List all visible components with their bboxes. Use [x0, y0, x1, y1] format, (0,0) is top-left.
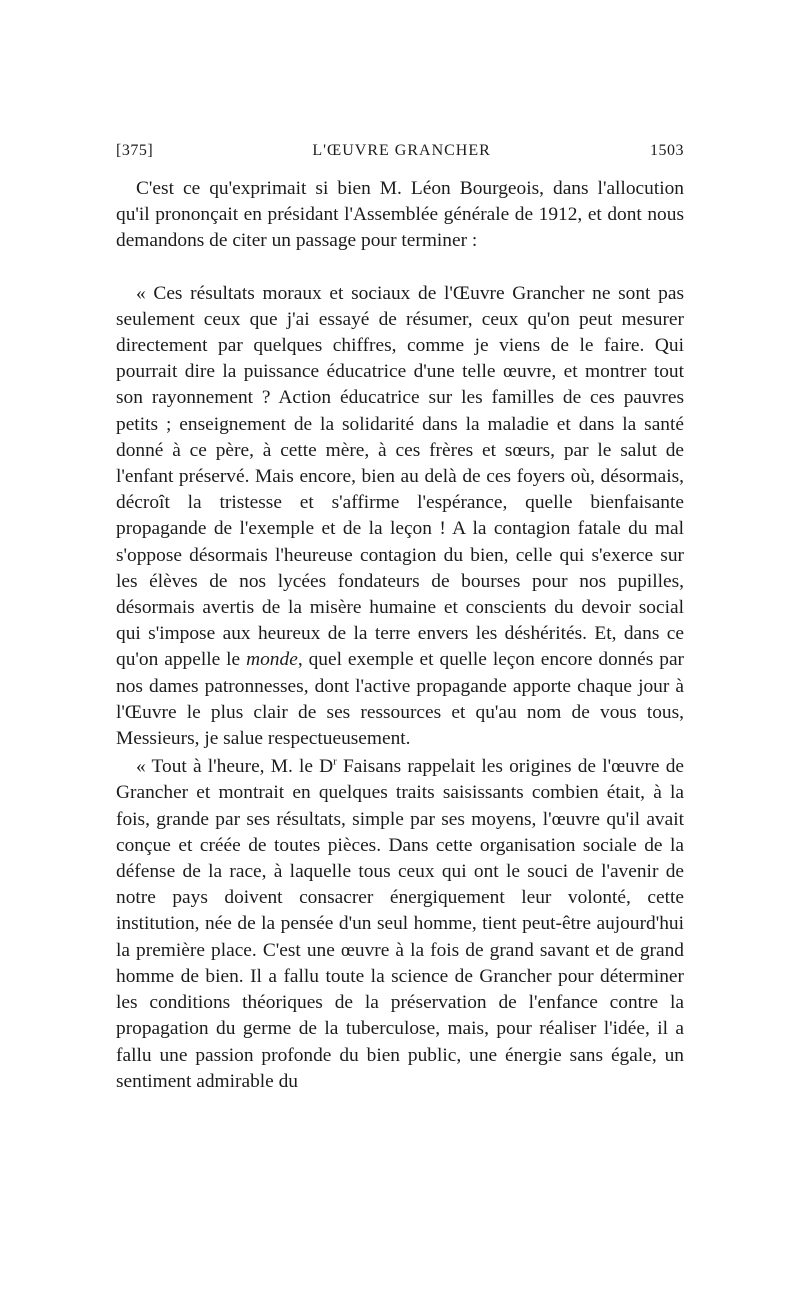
quote-1-text: « Ces résultats moraux et sociaux de l'Œuvre Grancher ne sont pas seulement ceux que j'ai essayé de résumer, ceux qu'on peut mesurer directement par quelques chiffres, comme je viens de le faire. Qui pourrait dire la puissance éducatrice d'une telle œuvre, et montrer tout son rayonnement ? Action éducatrice sur les familles de ces pauvres petits ; enseignement de la solidarité dans la maladie et dans la santé donné à ce père, à cette mère, à ces frères et sœurs, par le salut de l'enfant préservé. Mais encore, bien au delà de ces foyers où, désormais, décroît la tristesse et s'affirme l'espérance, quelle bienfaisante propagande de l'exemple et de la leçon ! A la contagion fatale du mal s'oppose désormais l'heureuse contagion du bien, celle qui s'exerce sur les élèves de nos lycées fondateurs de bourses pour nos pupilles, désormais avertis de la misère humaine et conscients du devoir social qui s'impose aux heureux de la terre envers les déshérités. Et, dans ce qu'on appelle le [116, 282, 684, 671]
running-header [116, 142, 684, 166]
quote-1-italic-word: monde [246, 649, 298, 671]
paragraph-quote-1 [116, 281, 684, 753]
doctor-abbrev-superscript: r [333, 755, 337, 768]
paragraph-quote-2 [116, 754, 684, 1095]
paragraph-intro: C'est ce qu'exprimait si bien M. Léon Bourgeois, dans l'allocution qu'il prononçait en présidant l'Assemblée générale de 1912, et dont nous demandons de citer un passage pour terminer : [116, 178, 684, 252]
body-text [116, 176, 684, 1095]
quote-1-text-end: , quel exemple et quelle leçon encore donnés par nos dames patronnesses, dont l'active propagande apporte chaque jour à l'Œuvre le plus clair de ses ressources et qu'au nom de vous tous, Messieurs, je salue respectueusement. [116, 649, 685, 750]
running-title: L'ŒUVRE GRANCHER [312, 142, 491, 159]
bracket-page-number: [375] [116, 142, 154, 159]
quote-2-start: « Tout à l'heure, M. le D [136, 756, 334, 778]
page-number: 1503 [649, 142, 684, 159]
quote-2-text: Faisans rappelait les origines de l'œuvre de Grancher et montrait en quelques traits saisissants combien était, à la fois, grande par ses résultats, simple par ses moyens, l'œuvre qu'il avait conçue et créée de toutes pièces. Dans cette organisation sociale de la défense de la race, à laquelle tous ceux qui ont le souci de l'avenir de notre pays doivent consacrer énergiquement leur volonté, cette institution, née de la pensée d'un seul homme, tient peut-être aujourd'hui la première place. C'est une œuvre à la fois de grand savant et de grand homme de bien. Il a fallu toute la science de Grancher pour déterminer les conditions théoriques de la préservation de l'enfance contre la propagation du germe de la tuberculose, mais, pour réaliser l'idée, il a fallu une passion profonde du bien public, une énergie sans égale, un sentiment admirable du [116, 756, 685, 1092]
book-page [116, 142, 684, 1095]
